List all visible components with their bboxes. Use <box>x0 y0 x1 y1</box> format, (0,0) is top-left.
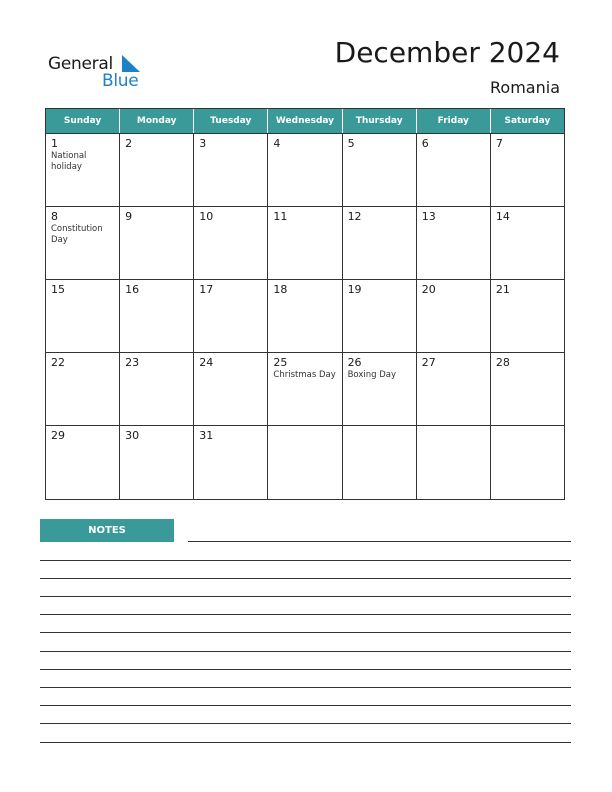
day-cell <box>268 353 342 425</box>
empty-day-cell <box>268 426 342 499</box>
day-number: 13 <box>421 210 436 223</box>
day-cell <box>491 207 564 279</box>
day-number: 27 <box>421 356 436 369</box>
day-number: 21 <box>495 283 510 296</box>
logo-text-blue: Blue <box>102 71 139 91</box>
day-number: 16 <box>125 283 140 296</box>
day-number: 24 <box>199 356 214 369</box>
logo-text-general: General <box>48 54 113 74</box>
day-cell <box>343 134 417 206</box>
day-number: 14 <box>495 210 510 223</box>
week-row <box>46 353 564 426</box>
day-number: 15 <box>51 283 65 296</box>
day-number: 18 <box>273 283 288 296</box>
day-number: 20 <box>421 283 436 296</box>
holiday-label: Constitution Day <box>51 224 103 245</box>
page-title: December 2024 <box>334 36 560 69</box>
week-row <box>46 207 564 280</box>
day-number: 5 <box>347 137 355 150</box>
week-row <box>46 134 564 207</box>
brand-logo <box>48 52 148 92</box>
day-cell <box>120 426 194 499</box>
day-cell <box>268 134 342 206</box>
day-cell <box>417 280 491 352</box>
empty-day-cell <box>417 426 491 499</box>
note-line <box>40 560 571 561</box>
holiday-label: Boxing Day <box>347 370 396 380</box>
holiday-label: Christmas Day <box>273 370 336 380</box>
day-number: 2 <box>125 137 133 150</box>
day-number: 31 <box>199 429 214 442</box>
day-cell <box>120 207 194 279</box>
note-line <box>40 632 571 633</box>
day-number: 30 <box>125 429 140 442</box>
day-cell <box>491 353 564 425</box>
day-cell <box>491 280 564 352</box>
day-number: 19 <box>347 283 362 296</box>
week-row <box>46 426 564 499</box>
weekday-thursday: Thursday <box>343 109 417 133</box>
day-cell <box>46 134 120 206</box>
weekday-header-row <box>46 109 564 134</box>
note-line <box>40 687 571 688</box>
country-name: Romania <box>490 78 560 97</box>
day-number: 8 <box>51 210 58 223</box>
day-number: 1 <box>51 137 58 150</box>
day-number: 9 <box>125 210 133 223</box>
weekday-saturday: Saturday <box>504 116 551 126</box>
day-cell <box>491 134 564 206</box>
day-cell <box>417 353 491 425</box>
day-cell <box>194 280 268 352</box>
day-cell <box>120 134 194 206</box>
day-number: 3 <box>199 137 207 150</box>
note-line <box>40 578 571 579</box>
day-number: 17 <box>199 283 214 296</box>
day-cell <box>46 353 120 425</box>
day-number: 28 <box>495 356 510 369</box>
note-line <box>40 614 571 615</box>
note-line <box>40 723 571 724</box>
weekday-tuesday: Tuesday <box>194 109 268 133</box>
day-cell <box>46 426 120 499</box>
day-cell <box>417 207 491 279</box>
day-number: 7 <box>495 137 503 150</box>
note-line <box>188 541 571 542</box>
day-number: 10 <box>199 210 214 223</box>
day-number: 23 <box>125 356 140 369</box>
note-line <box>40 596 571 597</box>
day-number: 4 <box>273 137 281 150</box>
day-cell <box>343 280 417 352</box>
note-line <box>40 651 571 652</box>
day-cell <box>46 280 120 352</box>
day-cell <box>194 426 268 499</box>
day-cell <box>343 353 417 425</box>
day-number: 12 <box>347 210 362 223</box>
day-number: 11 <box>273 210 288 223</box>
day-cell <box>120 353 194 425</box>
day-cell <box>268 280 342 352</box>
holiday-label: National holiday <box>51 151 87 172</box>
empty-day-cell <box>343 426 417 499</box>
weekday-wednesday: Wednesday <box>268 109 342 133</box>
weekday-monday: Monday <box>120 109 194 133</box>
day-number: 25 <box>273 356 288 369</box>
day-cell <box>46 207 120 279</box>
weekday-friday: Friday <box>417 109 491 133</box>
note-line <box>40 742 571 743</box>
day-cell <box>343 207 417 279</box>
day-cell <box>194 353 268 425</box>
day-cell <box>417 134 491 206</box>
note-line <box>40 705 571 706</box>
notes-label: NOTES <box>40 519 174 542</box>
day-cell <box>120 280 194 352</box>
day-cell <box>268 207 342 279</box>
note-line <box>40 669 571 670</box>
day-cell <box>194 207 268 279</box>
week-row <box>46 280 564 353</box>
day-number: 6 <box>421 137 429 150</box>
day-number: 29 <box>51 429 65 442</box>
calendar-grid <box>45 108 565 500</box>
day-cell <box>194 134 268 206</box>
empty-day-cell <box>491 426 564 499</box>
weekday-sunday: Sunday <box>46 109 120 133</box>
day-number: 26 <box>347 356 362 369</box>
day-number: 22 <box>51 356 65 369</box>
